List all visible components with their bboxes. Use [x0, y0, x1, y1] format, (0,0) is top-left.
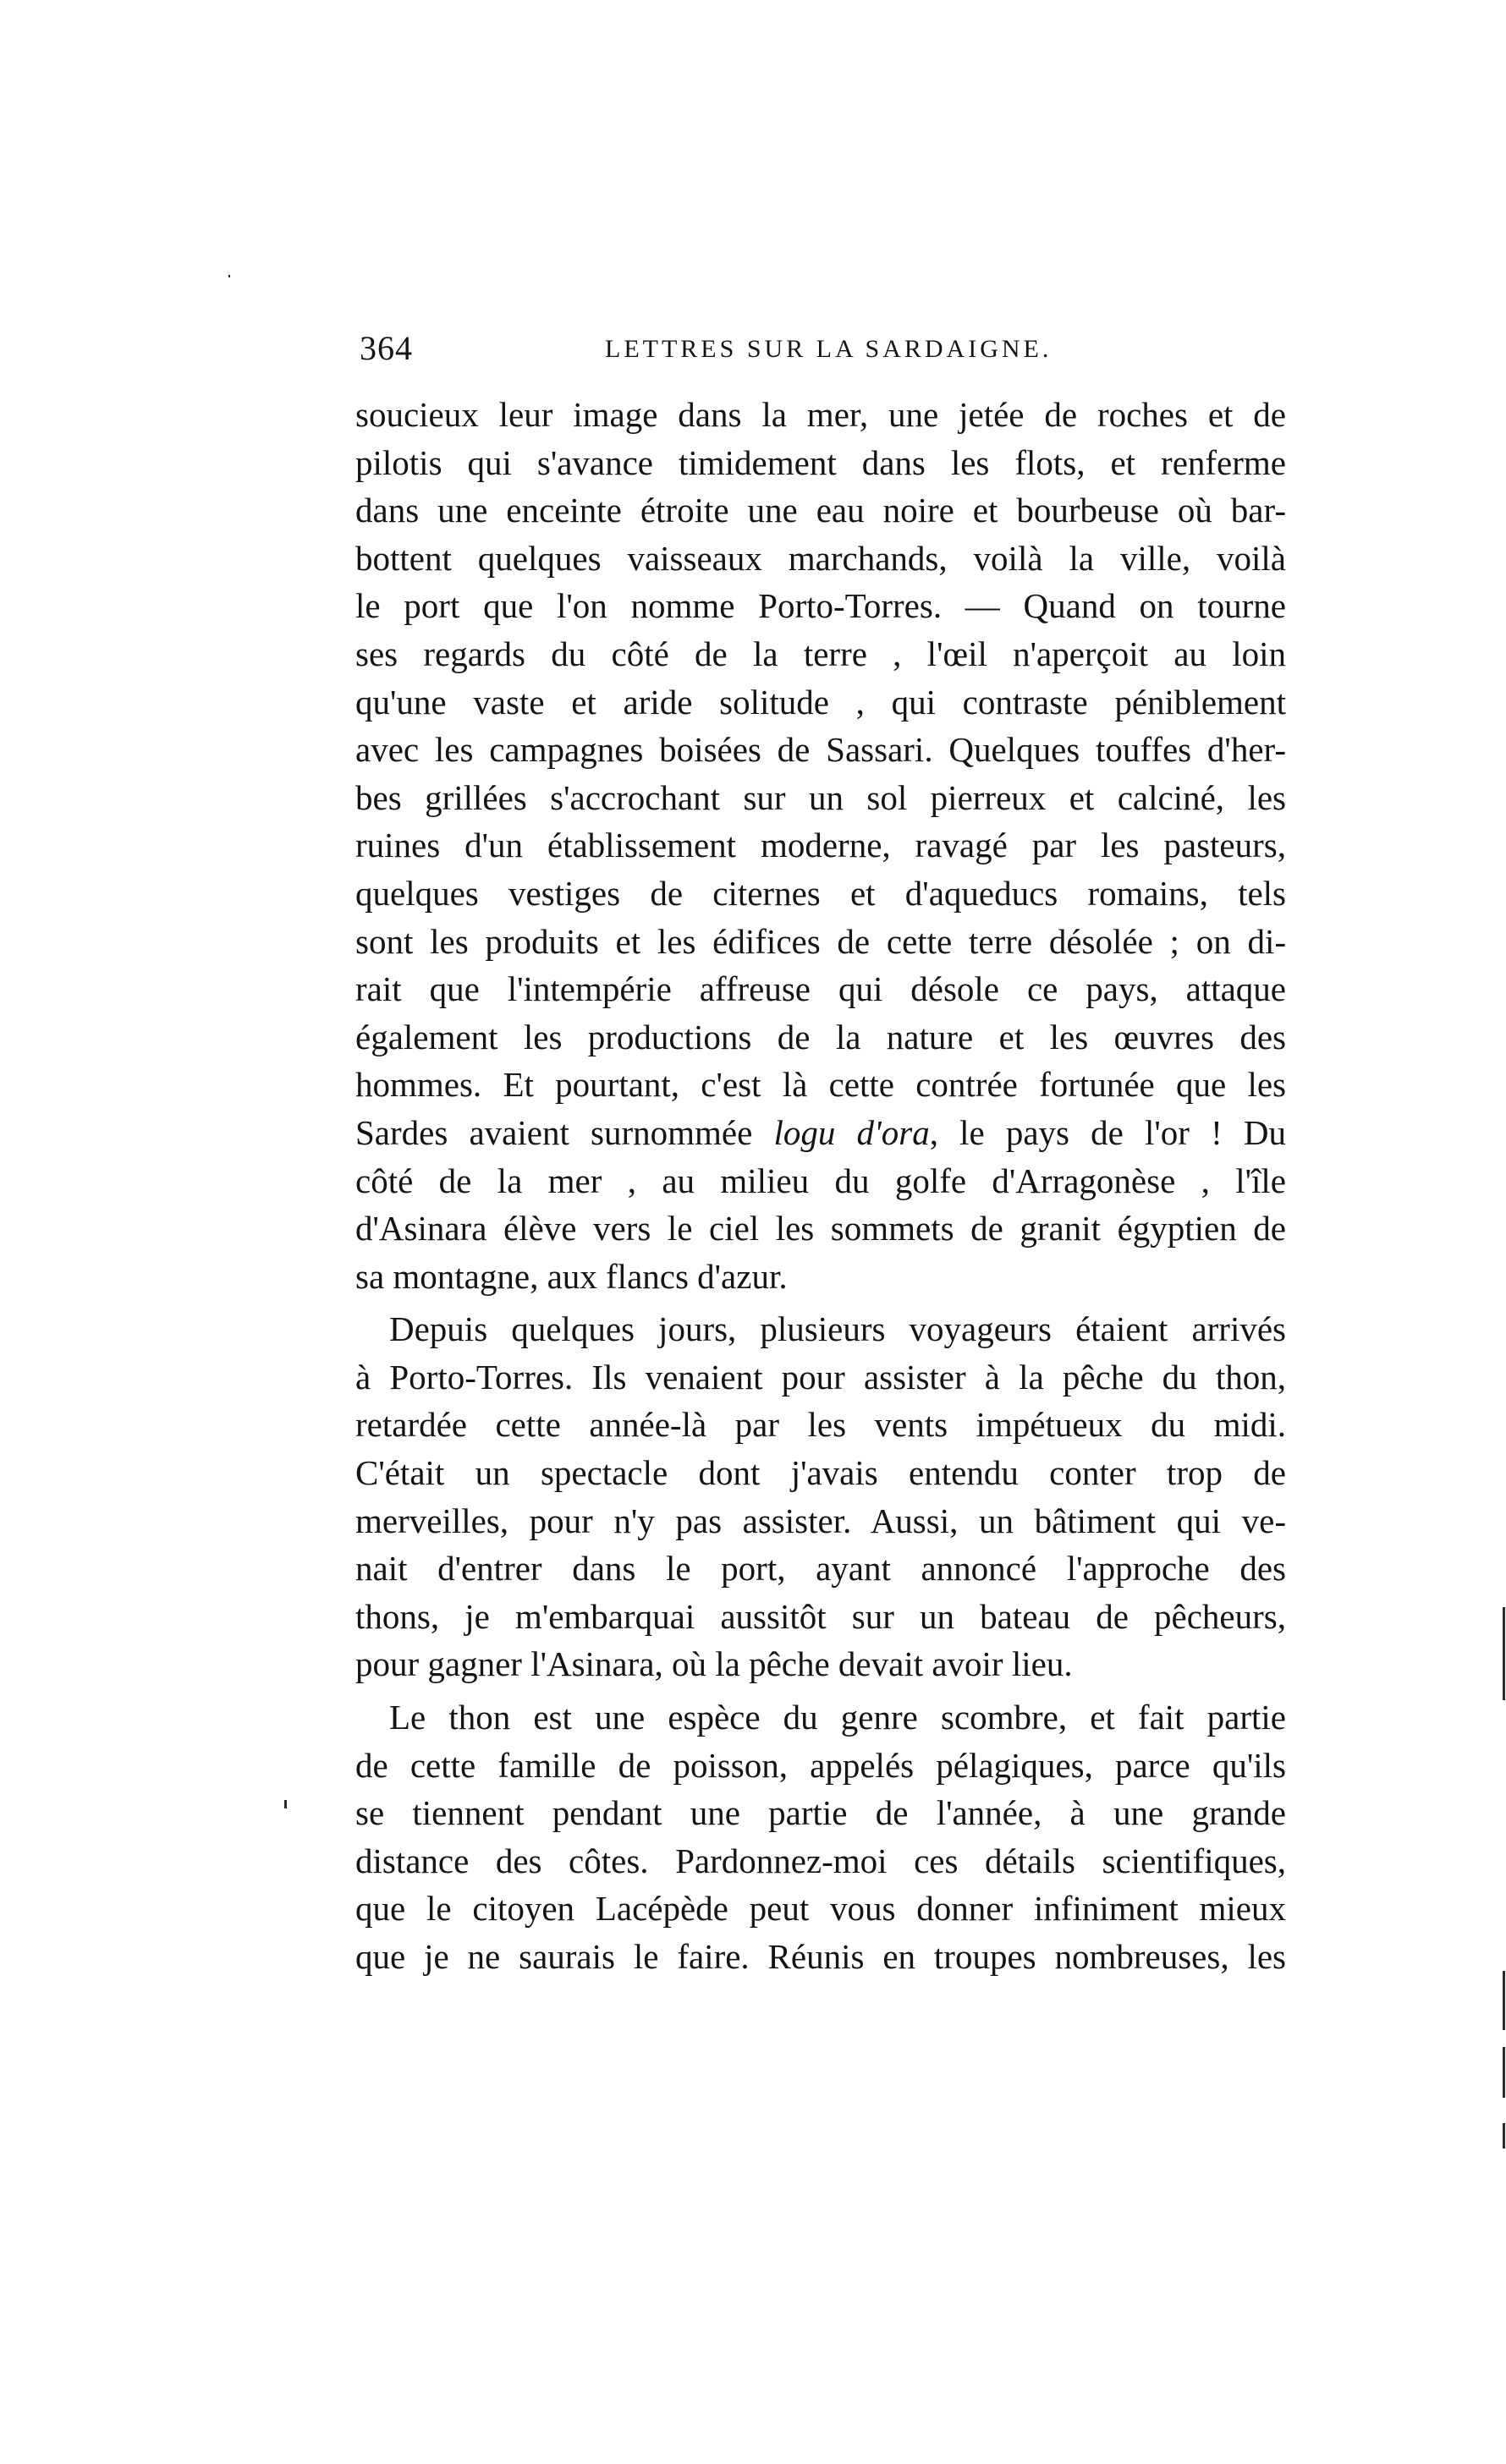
body-text [355, 391, 1286, 1981]
scan-artifact [1503, 1607, 1505, 1700]
paragraph-3 [355, 1693, 1286, 1981]
text-line: Le thon est une espèce du genre scombre, et fait partie [389, 1698, 1286, 1737]
text-line: quelques vestiges de citernes et d'aqueducs romains, tels [355, 873, 1286, 913]
text-line: sa montagne, aux flancs d'azur. [355, 1256, 788, 1296]
text-line: distance des côtes. Pardonnez-moi ces détails scientifiques, [355, 1841, 1286, 1880]
text-line: côté de la mer , au milieu du golfe d'Arragonèse , l'île [355, 1161, 1286, 1200]
italic-phrase: logu d'ora [773, 1112, 930, 1152]
scan-artifact [1503, 1971, 1505, 2030]
text-line: Depuis quelques jours, plusieurs voyageurs étaient arrivés [389, 1309, 1286, 1349]
paragraph-1 [355, 391, 1286, 1300]
text-line: le port que l'on nomme Porto-Torres. — Quand on tourne [355, 586, 1286, 626]
text-line: thons, je m'embarquai aussitôt sur un bateau de pêcheurs, [355, 1596, 1286, 1636]
text-line: ruines d'un établissement moderne, ravagé par les pasteurs, [355, 826, 1286, 865]
text-line: de cette famille de poisson, appelés pélagiques, parce qu'ils [355, 1745, 1286, 1785]
text-line: que je ne saurais le faire. Réunis en troupes nombreuses, les [355, 1937, 1286, 1976]
text-line: ses regards du côté de la terre , l'œil n'aperçoit au loin [355, 634, 1286, 673]
page-number: 364 [360, 329, 413, 367]
text-line: merveilles, pour n'y pas assister. Aussi, un bâtiment qui ve- [355, 1501, 1286, 1540]
page-header [360, 328, 1290, 379]
text-line: avec les campagnes boisées de Sassari. Quelques touffes d'her- [355, 730, 1286, 770]
text-line: C'était un spectacle dont j'avais entendu conter trop de [355, 1453, 1286, 1493]
text-line: bottent quelques vaisseaux marchands, voilà la ville, voilà [355, 538, 1286, 578]
text-line: sont les produits et les édifices de cette terre désolée ; on di- [355, 921, 1286, 961]
text-line: pilotis qui s'avance timidement dans les flots, et renferme [355, 442, 1286, 482]
text-line-with-italic [355, 1109, 1286, 1157]
paragraph-2 [355, 1305, 1286, 1688]
text-line: rait que l'intempérie affreuse qui désole ce pays, attaque [355, 969, 1286, 1009]
text-line: bes grillées s'accrochant sur un sol pierreux et calciné, les [355, 777, 1286, 817]
text-line: retardée cette année-là par les vents impétueux du midi. [355, 1405, 1286, 1445]
text-line: d'Asinara élève vers le ciel les sommets de granit égyptien de [355, 1209, 1286, 1248]
text-line: soucieux leur image dans la mer, une jetée de roches et de [355, 395, 1286, 434]
text-line: hommes. Et pourtant, c'est là cette contrée fortunée que les [355, 1065, 1286, 1105]
text-line: pour gagner l'Asinara, où la pêche devait avoir lieu. [355, 1644, 1073, 1684]
running-title: LETTRES SUR LA SARDAIGNE. [605, 335, 1053, 363]
text-line: nait d'entrer dans le port, ayant annoncé l'approche des [355, 1549, 1286, 1589]
text-line: dans une enceinte étroite une eau noire et bourbeuse où bar- [355, 491, 1286, 530]
text-line: à Porto-Torres. Ils venaient pour assister à la pêche du thon, [355, 1357, 1286, 1397]
text-line: se tiennent pendant une partie de l'année, à une grande [355, 1793, 1286, 1833]
text-line: également les productions de la nature et les œuvres des [355, 1017, 1286, 1056]
scan-artifact [1503, 2123, 1505, 2148]
text-segment: Sardes avaient surnommée [355, 1112, 774, 1152]
text-line: qu'une vaste et aride solitude , qui contraste péniblement [355, 682, 1286, 722]
scan-artifact [1503, 2047, 1505, 2098]
text-segment: , le pays de l'or ! Du [929, 1112, 1287, 1152]
scan-artifact [228, 275, 230, 277]
scan-artifact [284, 1800, 287, 1808]
text-line: que le citoyen Lacépède peut vous donner infiniment mieux [355, 1889, 1286, 1929]
